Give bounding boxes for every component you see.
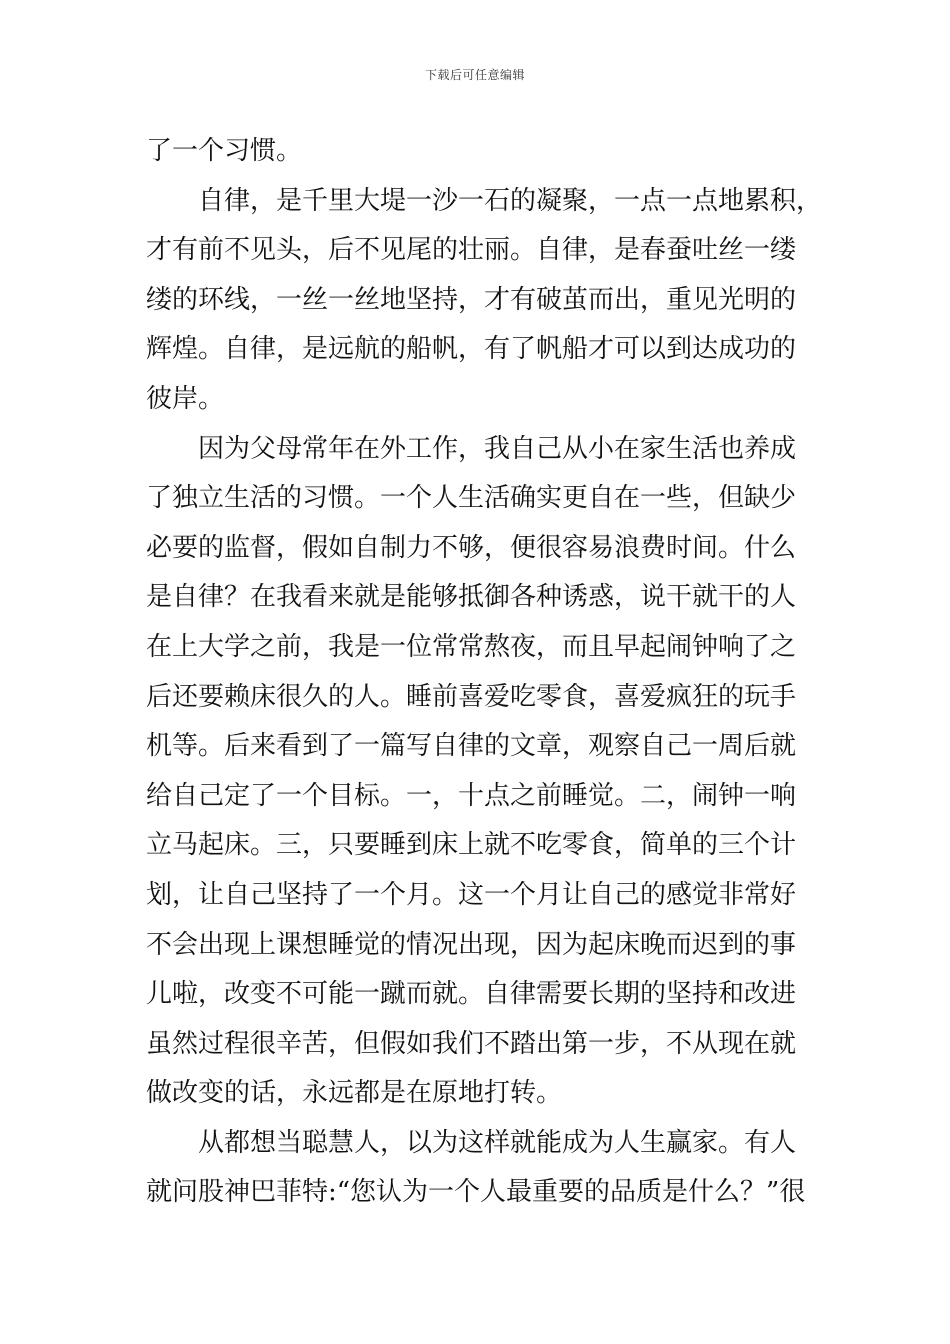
text-line: 在上大学之前，我是一位常常熬夜，而且早起闹钟响了之 (146, 631, 797, 662)
text-line: 彼岸。 (146, 383, 225, 414)
text-line: 了独立生活的习惯。一个人生活确实更自在一些，但缺少 (146, 483, 797, 514)
text-line: 了一个习惯。 (146, 136, 303, 166)
text-line: 做改变的话，永远都是在原地打转。 (146, 1078, 563, 1109)
text-line: 机等。后来看到了一篇写自律的文章，观察自己一周后就 (146, 731, 797, 762)
body-text (146, 127, 823, 1218)
text-line: 虽然过程很辛苦，但假如我们不踏出第一步，不从现在就 (146, 1028, 797, 1059)
text-line: 后还要赖床很久的人。睡前喜爱吃零食，喜爱疯狂的玩手 (146, 681, 797, 712)
text-line: 辉煌。自律，是远航的船帆，有了帆船才可以到达成功的 (146, 334, 797, 365)
text-line: 立马起床。三，只要睡到床上就不吃零食，简单的三个计 (146, 830, 797, 861)
text-line: 必要的监督，假如自制力不够，便很容易浪费时间。什么 (146, 532, 797, 563)
text-line: 给自己定了一个目标。一，十点之前睡觉。二，闹钟一响 (146, 780, 797, 811)
page-header: 下载后可任意编辑 (424, 68, 525, 82)
text-line: 才有前不见头，后不见尾的壮丽。自律，是春蚕吐丝一缕 (146, 235, 797, 266)
text-line: 划，让自己坚持了一个月。这一个月让自己的感觉非常好 (146, 879, 797, 910)
text-line: 缕的环线，一丝一丝地坚持，才有破茧而出，重见光明的 (146, 284, 797, 315)
text-line: 就问股神巴菲特:“您认为一个人最重要的品质是什么？”很 (146, 1177, 806, 1208)
text-line: 从都想当聪慧人，以为这样就能成为人生赢家。有人 (198, 1127, 797, 1158)
text-line: 是自律？在我看来就是能够抵御各种诱惑，说干就干的人 (146, 582, 797, 613)
text-line: 自律，是千里大堤一沙一石的凝聚，一点一点地累积， (198, 185, 823, 216)
text-line: 因为父母常年在外工作，我自己从小在家生活也养成 (198, 433, 797, 464)
text-line: 儿啦，改变不可能一蹴而就。自律需要长期的坚持和改进 (146, 979, 797, 1010)
text-line: 不会出现上课想睡觉的情况出现，因为起床晚而迟到的事 (146, 929, 797, 960)
